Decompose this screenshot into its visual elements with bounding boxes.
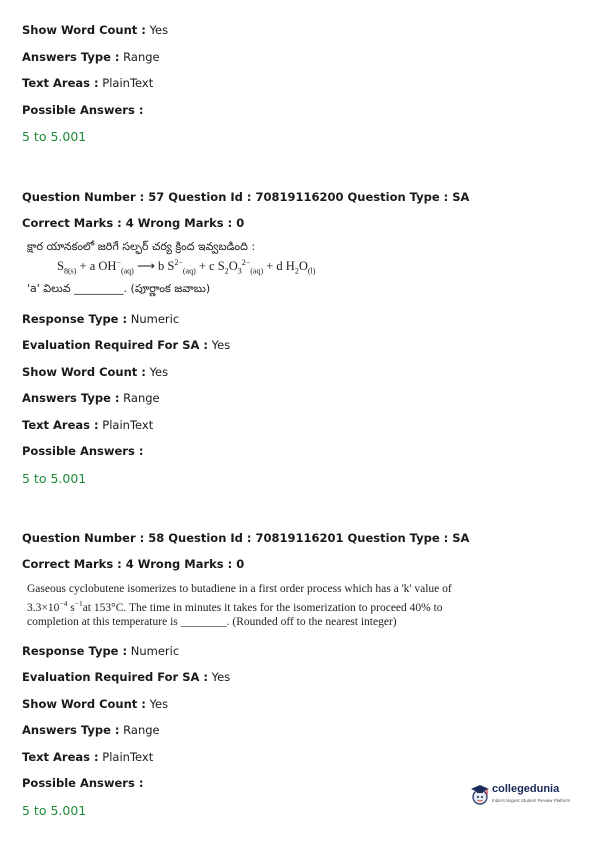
show-word-count: Show Word Count : Yes xyxy=(22,697,169,711)
possible-answers-label: Possible Answers : xyxy=(22,103,144,117)
question-text-line: completion at this temperature is ________. (Rounded off to the nearest integer) xyxy=(27,615,397,628)
text-areas: Text Areas : PlainText xyxy=(22,750,154,764)
possible-answers-label: Possible Answers : xyxy=(22,444,144,458)
question-text xyxy=(27,582,457,629)
show-word-count: Show Word Count : Yes xyxy=(22,23,169,37)
evaluation-required: Evaluation Required For SA : Yes xyxy=(22,338,231,352)
answers-type: Answers Type : Range xyxy=(22,391,160,405)
show-word-count: Show Word Count : Yes xyxy=(22,365,169,379)
question-header: Question Number : 58 Question Id : 70819116201 Question Type : SA xyxy=(22,531,470,545)
text-areas: Text Areas : PlainText xyxy=(22,76,154,90)
possible-answers-label: Possible Answers : xyxy=(22,776,144,790)
question-marks: Correct Marks : 4 Wrong Marks : 0 xyxy=(22,557,245,571)
text-areas: Text Areas : PlainText xyxy=(22,418,154,432)
question-text-line: $3.3\times 10^{-4}$ $s^{-1}at$ 153°C. The time in minutes it takes for the isomerization to proceed 40% to xyxy=(27,598,443,614)
possible-answer: 5 to 5.001 xyxy=(22,471,87,486)
question-marks: Correct Marks : 4 Wrong Marks : 0 xyxy=(22,216,245,230)
chemical-equation: $S_{8(s)} + a$ $OH^-_{(aq)}$ ⟶ b $S^{2-}_{(aq)} + c$ $S_2O_3^{2-}_{(aq)} + d$ $H_2O_{(l)}$ xyxy=(57,258,316,276)
question-text-line: Gaseous cyclobutene isomerizes to butadiene in a first order process which has a 'k' value of xyxy=(27,583,452,595)
answers-type: Answers Type : Range xyxy=(22,723,160,737)
possible-answer: 5 to 5.001 xyxy=(22,129,87,144)
collegedunia-logo xyxy=(470,778,580,818)
question-text-line: 'a' విలువ _________. (పూర్ణాంక జవాబు) xyxy=(27,282,211,295)
question-header: Question Number : 57 Question Id : 70819116200 Question Type : SA xyxy=(22,190,470,204)
answers-type: Answers Type : Range xyxy=(22,50,160,64)
possible-answer: 5 to 5.001 xyxy=(22,803,87,818)
response-type: Response Type : Numeric xyxy=(22,644,180,658)
evaluation-required: Evaluation Required For SA : Yes xyxy=(22,670,231,684)
logo-tagline: India's largest Student Review Platform xyxy=(492,798,571,803)
response-type: Response Type : Numeric xyxy=(22,312,180,326)
question-text-line: క్షార యానకంలో జరిగే సల్ఫర్ చర్య క్రింద ఇవ్వబడింది : xyxy=(27,240,256,253)
logo-name: collegedunia xyxy=(492,783,560,795)
graduation-cap-icon xyxy=(470,782,490,806)
